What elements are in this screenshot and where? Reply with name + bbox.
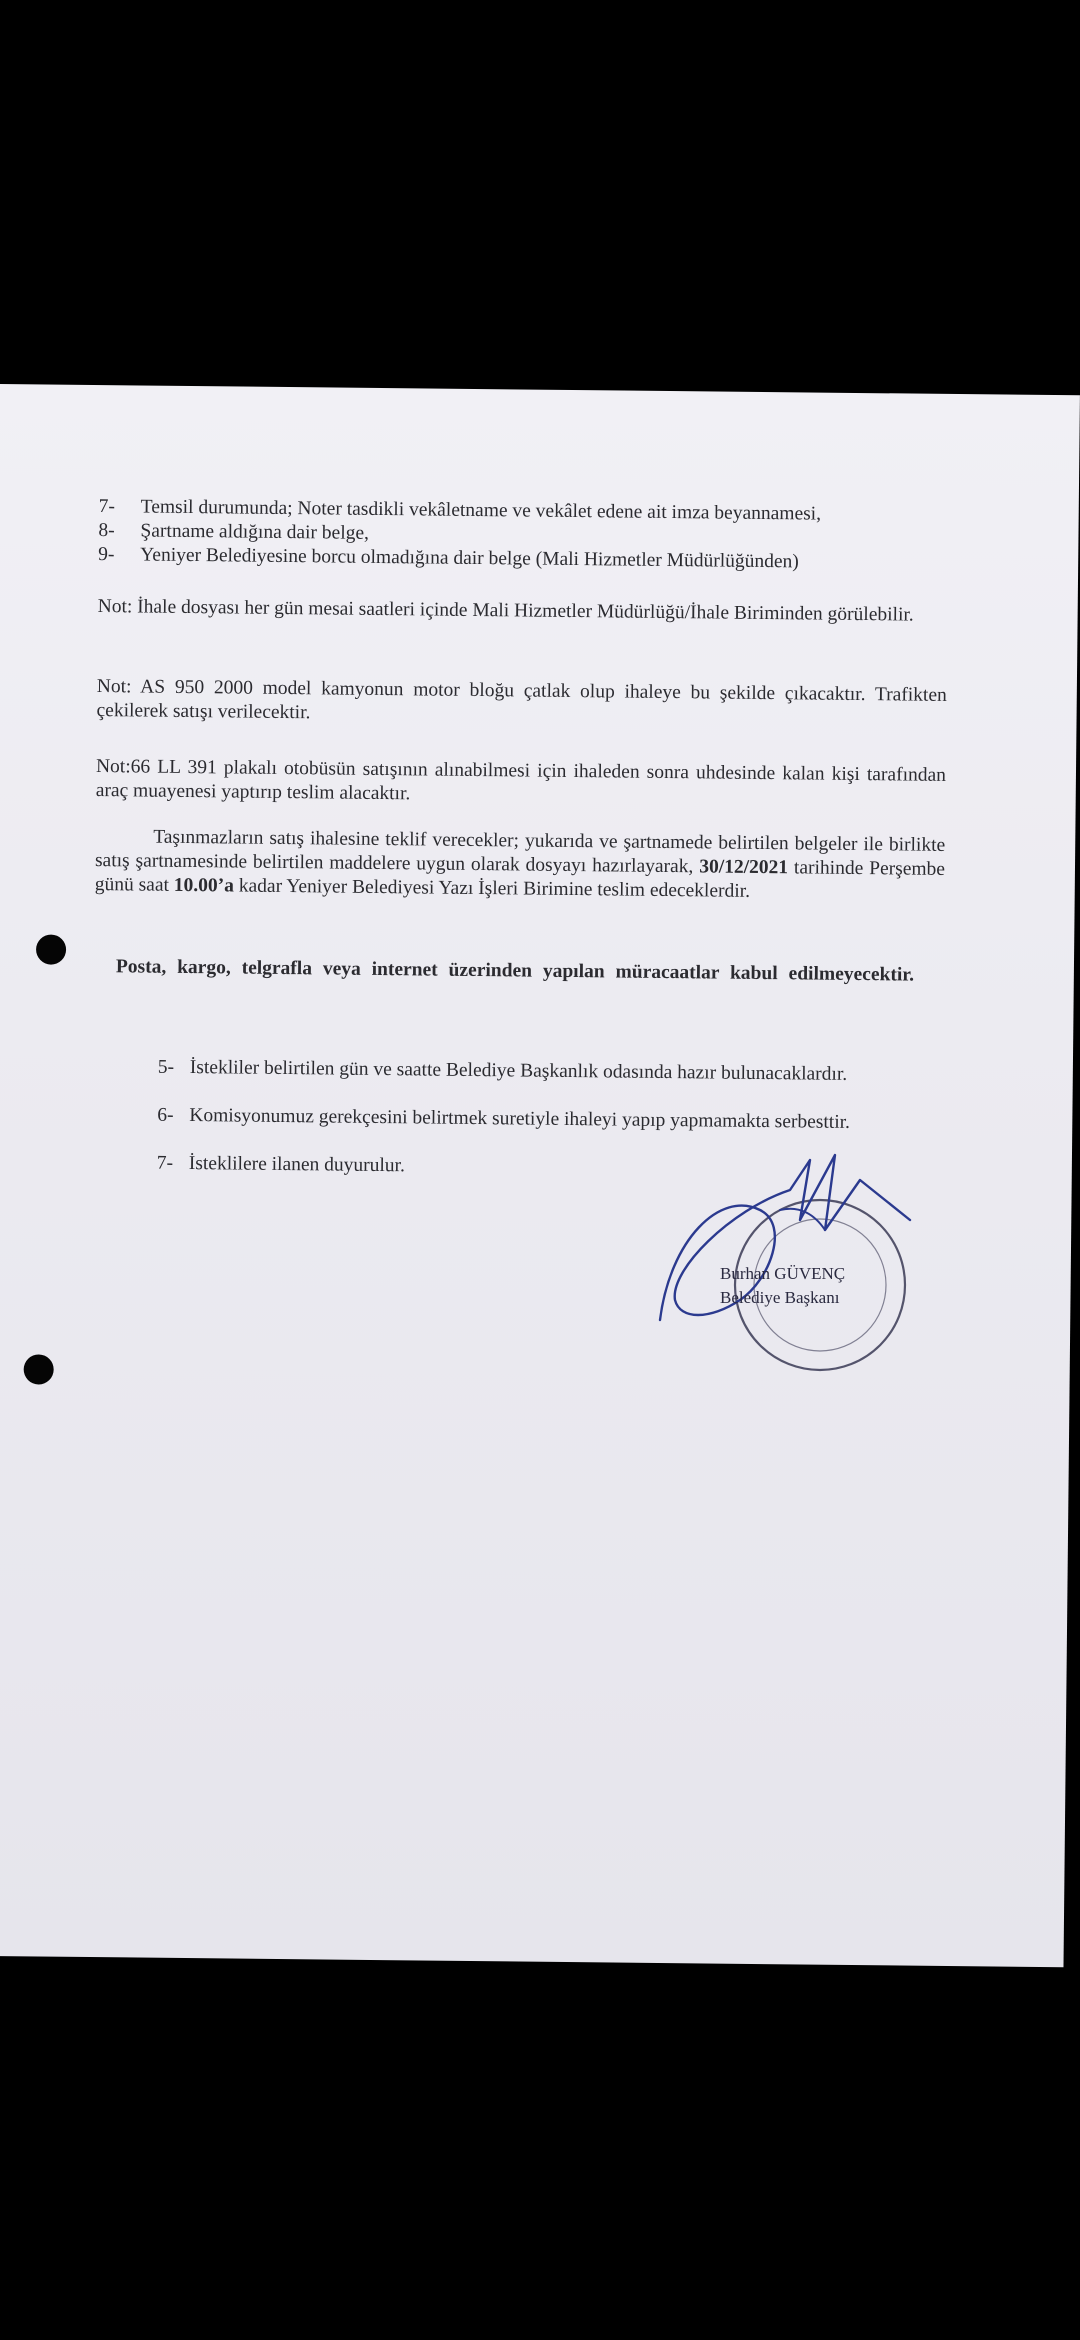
note-truck: Not: AS 950 2000 model kamyonun motor bloğu çatlak olup ihaleye bu şekilde çıkacaktır. Trafikten çekilerek satışı verilecektir.	[96, 676, 947, 724]
punch-hole	[36, 934, 66, 964]
paragraph-text: Taşınmazların satış ihalesine teklif verecekler; yukarıda ve şartnamede belirtilen belgeler ile birlikte satış şartnamesinde belirtilen maddelere uygun olarak dosyayı hazırlayarak,	[94, 826, 946, 878]
tender-time: 10.00’a	[173, 874, 235, 897]
item-text: İstekliler belirtilen gün ve saatte Belediye Başkanlık odasında hazır bulunacaklardır.	[189, 1057, 848, 1085]
list-item	[157, 1104, 957, 1136]
item-number: 8-	[98, 520, 115, 542]
application-warning: Posta, kargo, telgrafla veya internet üzerinden yapılan müracaatlar kabul edilmeyecektir.	[115, 956, 915, 986]
item-text: Temsil durumunda; Noter tasdikli vekâletname ve vekâlet edene ait imza beyannamesi,	[140, 496, 822, 525]
item-number: 5-	[157, 1056, 175, 1078]
signer-name: Burhan GÜVENÇ	[720, 1264, 846, 1283]
item-text: Komisyonumuz gerekçesini belirtmek suretiyle ihaleyi yapıp yapmamakta serbesttir.	[189, 1105, 851, 1133]
tender-date: 30/12/2021	[699, 856, 789, 879]
item-number: 7-	[156, 1152, 174, 1174]
item-text: Yeniyer Belediyesine borcu olmadığına dair belge (Mali Hizmetler Müdürlüğünden)	[140, 544, 799, 573]
list-item	[158, 1056, 958, 1088]
signature-stamp	[650, 1150, 950, 1410]
item-number: 7-	[98, 496, 116, 518]
item-number: 9-	[98, 544, 115, 566]
item-text: İsteklilere ilanen duyurulur.	[188, 1153, 406, 1177]
punch-hole	[24, 1354, 54, 1384]
note-bus: Not:66 LL 391 plakalı otobüsün satışının alınabilmesi için ihaleden sonra uhdesinde kalan kişi tarafından araç muayenesi yaptırıp teslim alacaktır.	[95, 756, 947, 805]
paragraph-text: tarihinde Perşembe günü saat	[94, 857, 946, 896]
paragraph-text: kadar Yeniyer Belediyesi Yazı İşleri Birimine teslim edeceklerdir.	[238, 875, 751, 902]
submission-paragraph	[95, 825, 946, 906]
item-number: 6-	[157, 1104, 174, 1126]
item-text: Şartname aldığına dair belge,	[140, 520, 370, 544]
note-tender-file: Not: İhale dosyası her gün mesai saatleri içinde Mali Hizmetler Müdürlüğü/İhale Biriminden görülebilir.	[97, 596, 914, 626]
requirements-list	[98, 495, 949, 576]
signer-title: Belediye Başkanı	[720, 1288, 840, 1307]
